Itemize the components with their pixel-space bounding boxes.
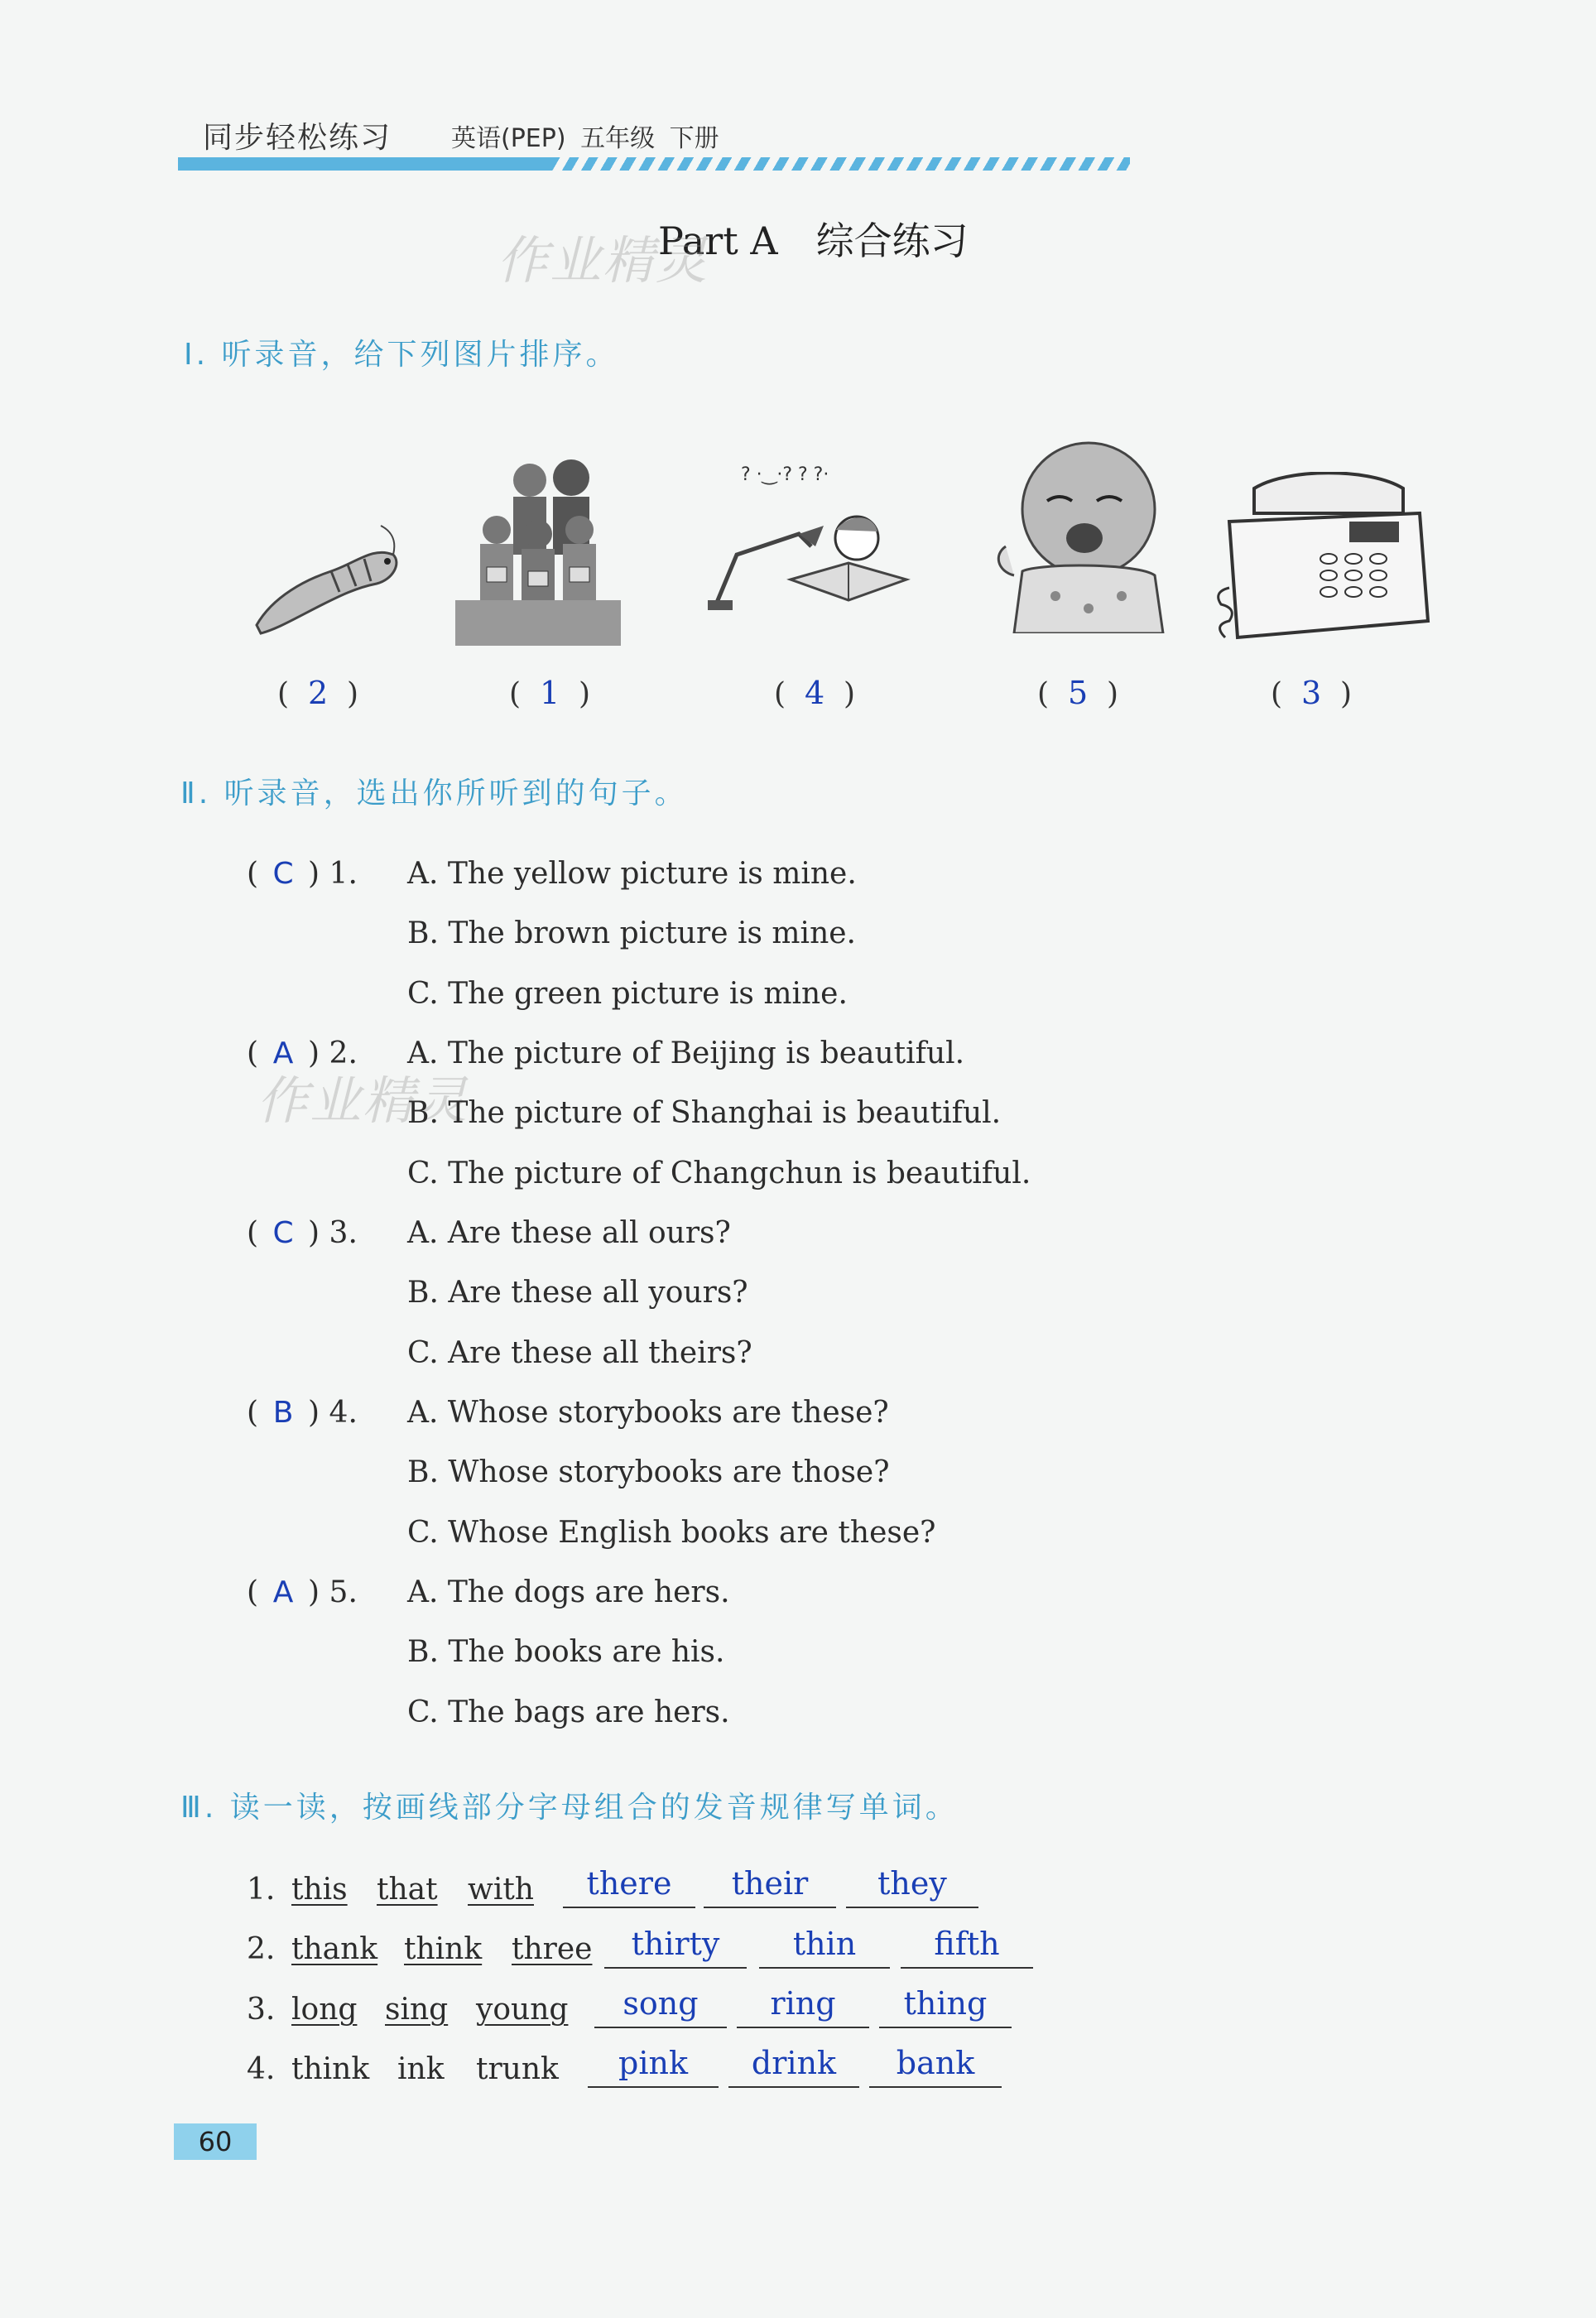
option-a: A. The picture of Beijing is beautiful. [407,1036,965,1070]
answer-blank[interactable]: pink [588,2046,719,2088]
question-number: 3. [329,1216,358,1250]
phonics-number: 4. [247,2052,276,2086]
picture-answer-value: 3 [1300,675,1322,711]
answer-blank[interactable]: bank [869,2046,1002,2088]
svg-text:? ·‿·? ? ?·: ? ·‿·? ? ?· [741,464,829,485]
shrimp-icon [248,513,406,637]
picture-answer: ( 3 ) [1271,675,1353,711]
answer-blank[interactable]: song [594,1987,727,2028]
answer-blank[interactable]: there [563,1867,695,1908]
option-c: C. The bags are hers. [407,1695,730,1729]
option-b: B. The brown picture is mine. [407,916,857,950]
option-b: B. Are these all yours? [407,1276,748,1310]
picture-answer-value: 5 [1067,675,1089,711]
answer-blank[interactable]: thin [759,1927,890,1969]
option-c: C. The picture of Changchun is beautiful. [407,1157,1031,1190]
telephone-icon [1204,472,1432,646]
watermark: 作业精灵 [497,230,709,291]
picture-answer-value: 4 [804,675,825,711]
section-3-title: Ⅲ. 读一读，按画线部分字母组合的发音规律写单词。 [180,1791,959,1825]
header-stripes [550,157,1130,171]
crying-baby-icon [989,430,1175,633]
phonics-word: three [512,1932,593,1966]
answer-blank[interactable]: thing [879,1987,1012,2028]
question-row: ( A ) 2. [247,1036,358,1070]
question-number: 4. [329,1396,358,1430]
picture-answer: ( 1 ) [509,675,591,711]
option-b: B. The picture of Shanghai is beautiful. [407,1096,1002,1130]
picture-answer: ( 4 ) [774,675,856,711]
watermark: 作业精灵 [257,1070,469,1131]
question-row: ( C ) 3. [247,1216,358,1250]
picture-answer: ( 2 ) [277,675,359,711]
family-reading-icon [455,451,621,646]
option-a: A. Whose storybooks are these? [407,1396,889,1430]
option-c: C. The green picture is mine. [407,977,848,1011]
option-a: A. The dogs are hers. [407,1575,730,1609]
question-number: 2. [329,1036,358,1070]
answer-blank[interactable]: they [846,1867,978,1908]
section-2-title: Ⅱ. 听录音，选出你所听到的句子。 [180,777,688,810]
phonics-word: think [404,1932,483,1966]
question-answer: C [272,857,294,891]
boy-studying-icon [708,455,911,621]
question-number: 1. [329,857,358,891]
book-title: 同步轻松练习 [203,121,392,155]
question-answer: A [272,1575,294,1609]
question-answer: B [272,1396,294,1430]
page-header [178,108,948,174]
phonics-word: thank [291,1932,378,1966]
answer-blank[interactable]: fifth [901,1927,1033,1969]
page-title: Part A 综合练习 [658,219,969,263]
picture-answer-value: 2 [307,675,329,711]
answer-blank[interactable]: ring [737,1987,869,2028]
answer-blank[interactable]: drink [728,2046,859,2088]
question-number: 5. [329,1575,358,1609]
question-row: ( B ) 4. [247,1396,358,1430]
option-a: A. Are these all ours? [407,1216,731,1250]
page-number: 60 [174,2123,257,2160]
phonics-word: that [377,1873,438,1907]
question-row: ( C ) 1. [247,857,358,891]
question-answer: C [272,1216,294,1250]
picture-answer-value: 1 [539,675,560,711]
phonics-word: this [291,1873,348,1907]
phonics-number: 2. [247,1932,276,1966]
option-a: A. The yellow picture is mine. [407,857,857,891]
phonics-word: sing [385,1993,449,2027]
phonics-number: 1. [247,1873,276,1907]
phonics-word: trunk [476,2052,559,2086]
answer-blank[interactable]: thirty [604,1927,747,1969]
option-c: C. Are these all theirs? [407,1336,752,1370]
section-1-title: Ⅰ. 听录音，给下列图片排序。 [184,338,619,372]
option-b: B. Whose storybooks are those? [407,1455,890,1489]
book-subtitle: 英语(PEP) 五年级 下册 [451,124,719,153]
phonics-word: think [291,2052,370,2086]
picture-answer: ( 5 ) [1037,675,1119,711]
phonics-word: ink [397,2052,445,2086]
answer-blank[interactable]: their [704,1867,836,1908]
option-b: B. The books are his. [407,1635,725,1669]
option-c: C. Whose English books are these? [407,1516,936,1550]
phonics-word: with [468,1873,534,1907]
phonics-word: long [291,1993,358,2027]
question-row: ( A ) 5. [247,1575,358,1609]
phonics-number: 3. [247,1993,276,2027]
phonics-word: young [476,1993,569,2027]
question-answer: A [272,1036,294,1070]
